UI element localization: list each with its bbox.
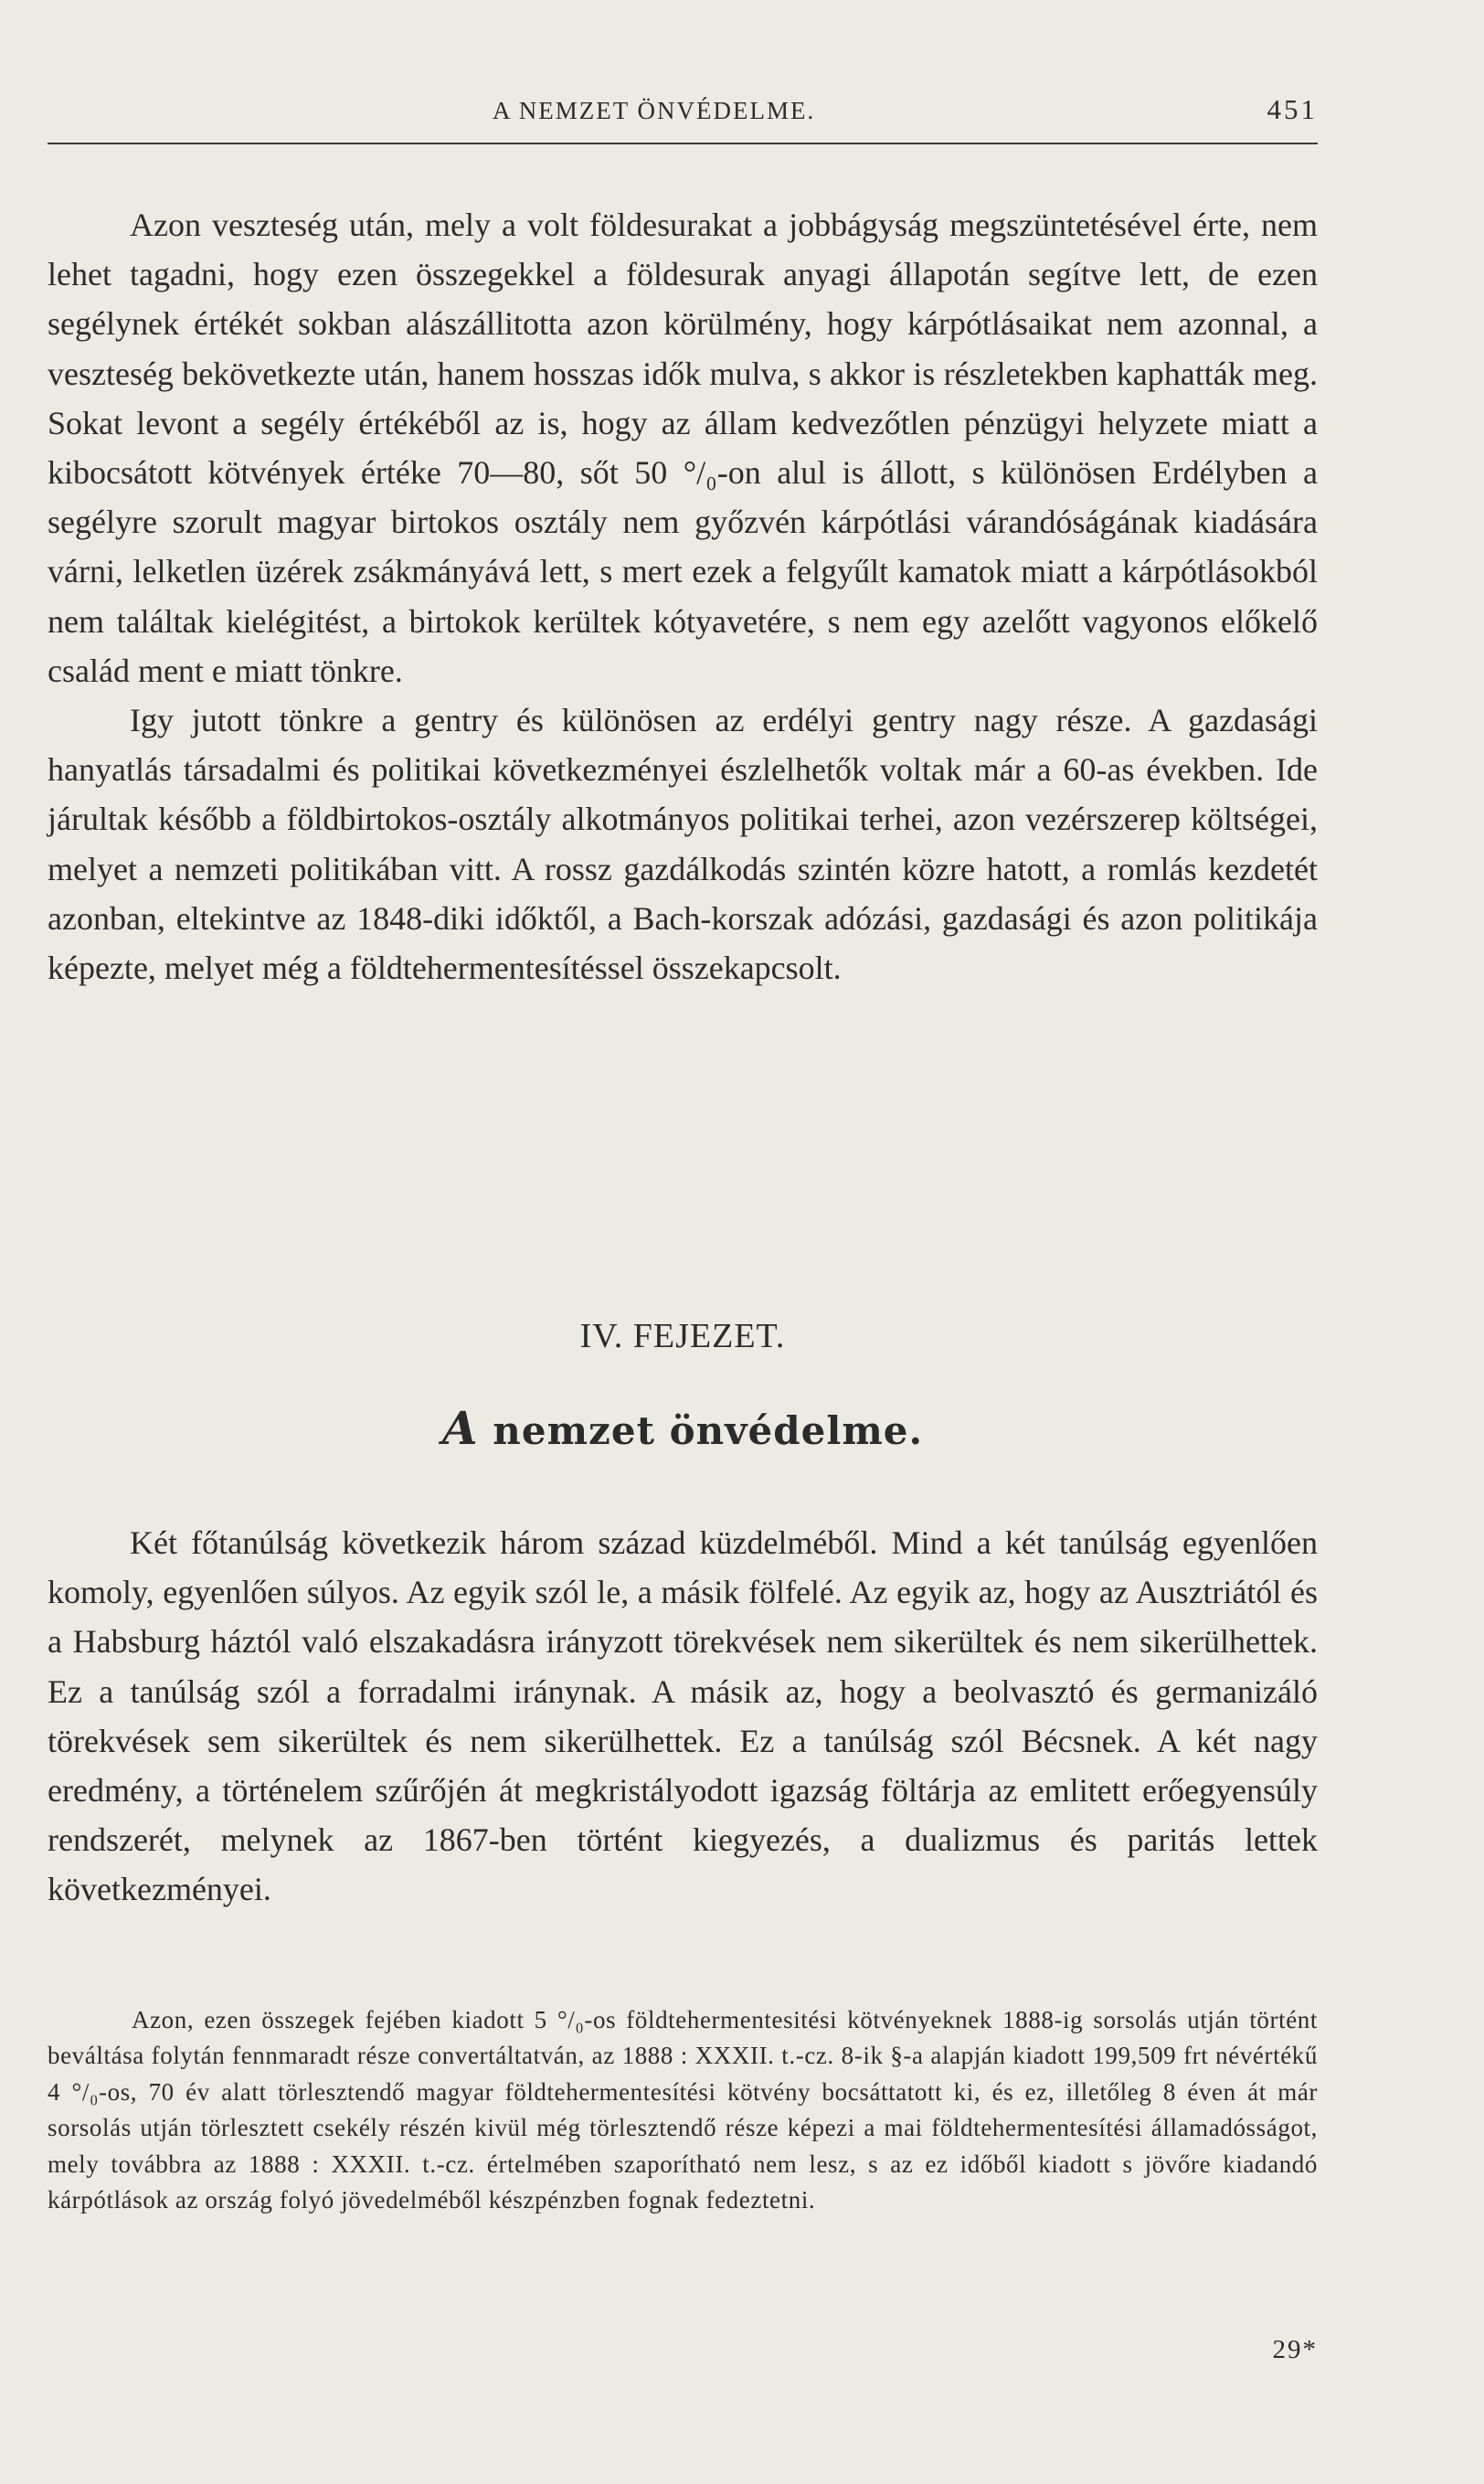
paragraph: Két főtanúlság következik három század küzdelméből. Mind a két tanúlság egyenlően komoly, egyenlően súlyos. Az egyik szól le, a másik fölfelé. Az egyik az, hogy az Ausztriától és a Habsburg háztól való elszakadásra irányzott törekvések nem sikerültek és nem sikerülhettek. Ez a tanúlság szól a forradalmi iránynak. A másik az, hogy a beolvasztó és germanizáló törekvések sem sikerültek és nem sikerülhettek. Ez a tanúlság szól Bécsnek. A két nagy eredmény, a történelem szűrőjén át megkristályodott igazság föltárja az emlitett erőegyensúly rendszerét, melynek az 1867-ben történt kiegyezés, a dualizmus és paritás lettek következményei. bbox=[48, 1524, 1318, 1908]
paragraph: Igy jutott tönkre a gentry és különösen az erdélyi gentry nagy része. A gazdasági hanyatlás társadalmi és politikai következményei észlelhetők voltak már a 60-as években. Ide járultak később a földbirtokos-osztály alkotmányos politikai terhei, azon vezérszerep költségei, melyet a nemzeti politikában vitt. A rossz gazdálkodás szintén közre hatott, a romlás kezdetét azonban, eltekintve az 1848-diki időktől, a Bach-korszak adózási, gazdasági és azon politikája képezte, melyet még a földtehermentesítéssel összekapcsolt. bbox=[48, 702, 1318, 987]
page-number: 451 bbox=[1267, 93, 1318, 125]
footnote-text: Azon, ezen összegek fejében kiadott 5 °/₀-os földtehermentesitési kötvényeknek 1888-ig sorsolás utján történt beváltása folytán fennmaradt része convertáltatván, az 1888 : XXXII. t.-cz. 8-ik §-a alapján kiadott 199,509 frt névértékű 4 °/₀-os, 70 év alatt törlesztendő magyar földtehermentesítési kötvény bocsáttatott ki, és ez, illetőleg 8 éven át már sorsolás utján törlesztett csekély részén kivül még törlesztendő része képezi a mai földtehermentesítési államadósságot, mely továbbra az 1888 : XXXII. t.-cz. értelmében szaporítható nem lesz, s az ez időből kiadott s jövőre kiadandó kárpótlások az ország folyó jövedelméből készpénzben fognak fedeztetni. bbox=[48, 2006, 1318, 2214]
main-text bbox=[48, 200, 1318, 993]
chapter-title-initial: A bbox=[441, 1401, 479, 1455]
running-title: A NEMZET ÖNVÉDELME. bbox=[493, 97, 816, 124]
chapter-title-text: nemzet önvédelme. bbox=[478, 1408, 924, 1453]
page-header bbox=[48, 90, 1318, 135]
footnote bbox=[48, 2002, 1318, 2218]
chapter-title bbox=[48, 1401, 1318, 1455]
header-rule bbox=[48, 143, 1318, 144]
signature-mark: 29* bbox=[1272, 2335, 1318, 2364]
chapter-number: IV. FEJEZET. bbox=[579, 1317, 786, 1355]
chapter-text bbox=[48, 1518, 1318, 1915]
paragraph: Azon veszteség után, mely a volt földesurakat a jobbágyság megszüntetésével érte, nem lehet tagadni, hogy ezen összegekkel a földesurak anyagi állapotán segítve lett, de ezen segélynek értékét sokban alászállitotta azon körülmény, hogy kárpótlásaikat nem azonnal, a veszteség bekövetkezte után, hanem hosszas idők mulva, s akkor is részletekben kaphatták meg. Sokat levont a segély értékéből az is, hogy az állam kedvezőtlen pénzügyi helyzete miatt a kibocsátott kötvények értéke 70—80, sőt 50 °/₀-on alul is állott, s különösen Erdélyben a segélyre szorult magyar birtokos osztály nem győzvén kárpótlási várandóságának kiadására várni, lelketlen üzérek zsákmányává lett, s mert ezek a felgyűlt kamatok miatt a kárpótlásokból nem találtak kielégitést, a birtokok kerültek kótyavetére, s nem egy azelőtt vagyonos előkelő család ment e miatt tönkre. bbox=[48, 207, 1318, 689]
